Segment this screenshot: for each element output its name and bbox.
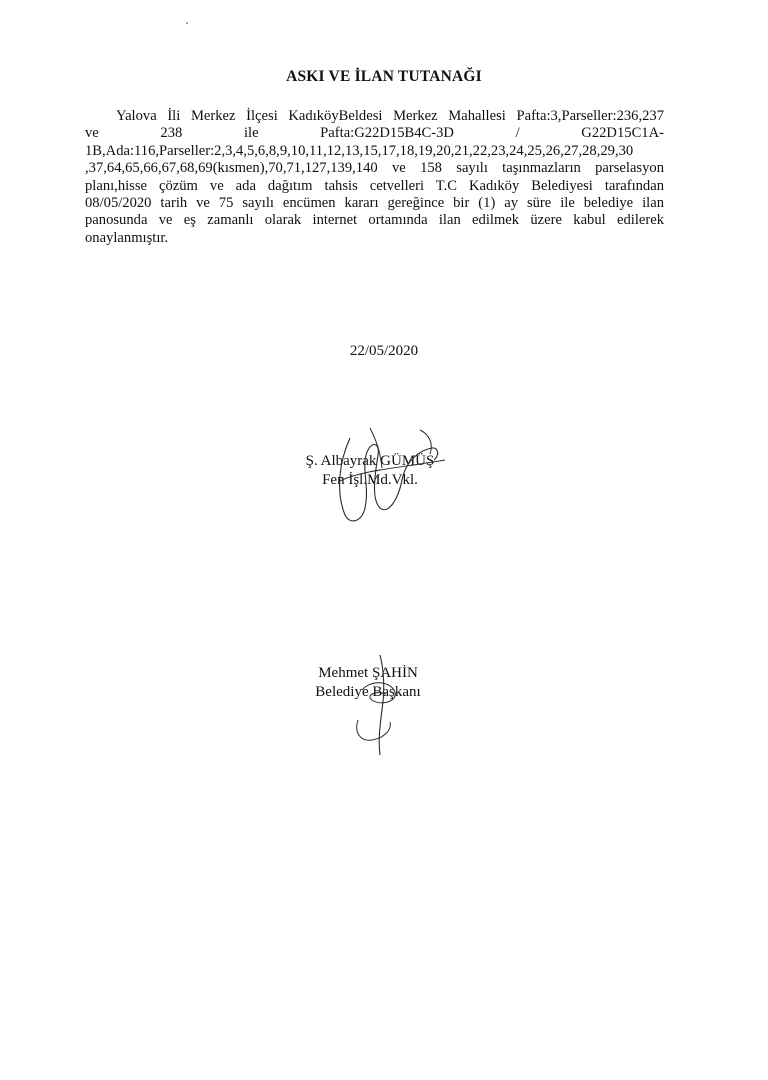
document-date: 22/05/2020: [349, 343, 419, 359]
handwritten-signature-2: [340, 650, 420, 760]
body-line-3: 1B,Ada:116,Parseller:2,3,4,5,6,8,9,10,11,12,13,15,17,18,19,20,21,22,23,24,25,26,27,28,29,30: [85, 142, 634, 159]
document-title: ASKI VE İLAN TUTANAĞI: [286, 68, 482, 85]
body-line-4: ,37,64,65,66,67,68,69(kısmen),70,71,127,139,140 ve 158 sayılı taşınmazların parselasyon: [85, 160, 664, 177]
body-line-2: ve 238 ile Pafta:G22D15B4C-3D / G22D15C1A-: [85, 125, 664, 142]
body-line-8: onaylanmıştır.: [85, 229, 169, 246]
handwritten-signature-1: [310, 420, 460, 530]
body-line-6: 08/05/2020 tarih ve 75 sayılı encümen kararı gereğince bir (1) ay süre ile belediye ilan: [85, 195, 664, 212]
body-paragraph: [85, 108, 664, 247]
signatory-1-name: Ş. Albayrak GÜMÜŞ: [305, 453, 435, 469]
signatory-2-name: Mehmet ŞAHİN: [318, 665, 418, 681]
signatory-1-title: Fen İşl.Md.Vkl.: [322, 472, 418, 488]
body-line-7: panosunda ve eş zamanlı olarak internet ortamında ilan edilmek üzere kabul edilerek: [85, 212, 664, 229]
body-line-5: planı,hisse çözüm ve ada dağıtım tahsis cetvelleri T.C Kadıköy Belediyesi tarafından: [85, 177, 664, 194]
body-line-1: Yalova İli Merkez İlçesi KadıköyBeldesi Merkez Mahallesi Pafta:3,Parseller:236,237: [116, 108, 664, 124]
scan-speck: [186, 22, 188, 24]
signatory-2-title: Belediye Başkanı: [315, 684, 421, 700]
